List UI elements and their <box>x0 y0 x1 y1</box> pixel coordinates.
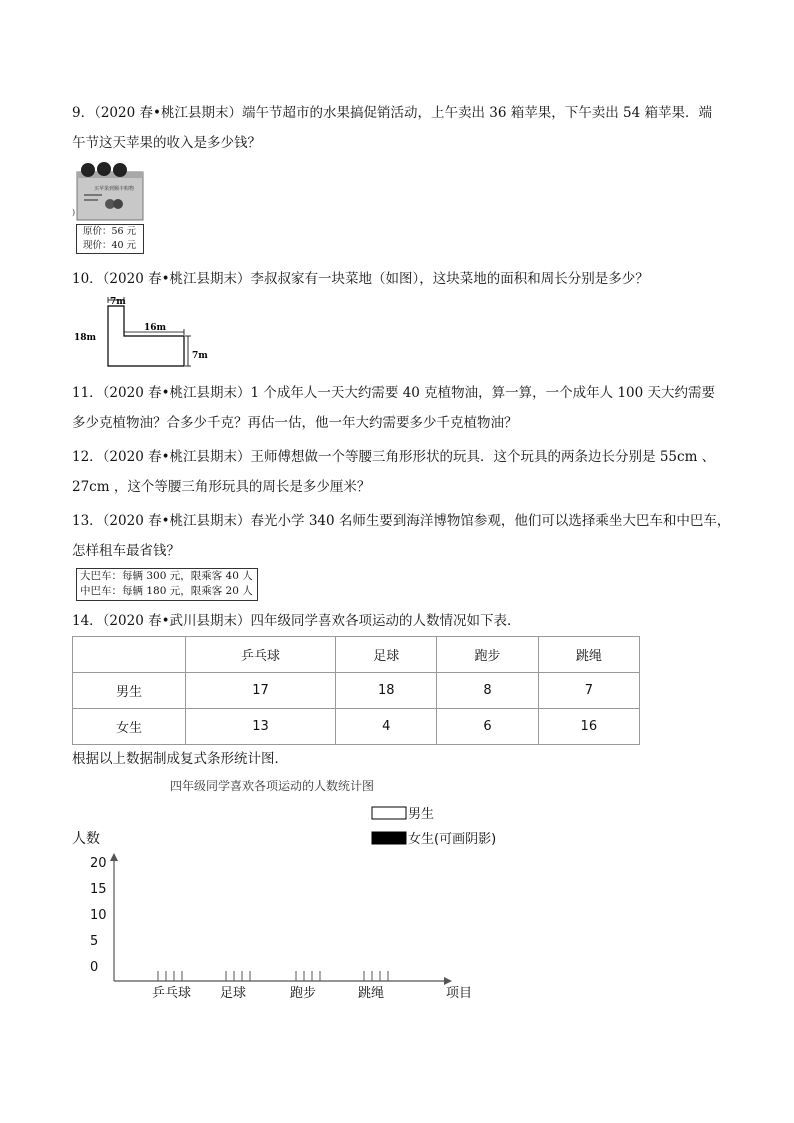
legend-label: 男生 <box>408 807 435 822</box>
bus-mid-price: 中巴车：每辆 180 元，限乘客 20 人 <box>80 585 253 597</box>
q11-text-line2: 多少克植物油？合多少千克？再估一估，他一年大约需要多少千克植物油？ <box>72 415 518 431</box>
x-tick-label: 跳绳 <box>358 986 385 1001</box>
y-tick-label: 5 <box>90 934 99 949</box>
price-box <box>76 224 144 254</box>
q14-instruction: 根据以上数据制成复式条形统计图． <box>72 751 288 767</box>
q11-text-line1: 11．（2020 春•桃江县期末）1 个成年人一天大约需要 40 克植物油，算一算，一个成年人 100 天大约需要 <box>72 385 716 401</box>
legend-swatch <box>372 832 406 844</box>
table-cell: 女生 <box>73 709 186 745</box>
y-tick-label: 15 <box>90 882 107 897</box>
x-tick-label: 足球 <box>220 986 247 1001</box>
y-axis-arrow <box>110 853 118 861</box>
sports-table <box>72 636 640 745</box>
q9-text-line2: 午节这天苹果的收入是多少钱？ <box>72 135 261 151</box>
bar-chart <box>70 775 530 1010</box>
table-cell: 8 <box>437 673 538 709</box>
legend-label: 女生(可画阴影) <box>408 832 497 847</box>
bus-price-box <box>76 568 258 601</box>
x-axis-arrow <box>444 977 452 985</box>
x-tick-label: 乒乓球 <box>152 986 192 1001</box>
table-header-cell: 跑步 <box>437 637 538 673</box>
q14-text-line1: 14．（2020 春•武川县期末）四年级同学喜欢各项运动的人数情况如下表． <box>72 613 521 629</box>
table-row <box>73 673 640 709</box>
legend-swatch <box>372 807 406 819</box>
chart-legend <box>372 806 496 847</box>
vegetable-plot-figure <box>72 292 222 372</box>
table-header-cell: 乒乓球 <box>186 637 336 673</box>
dim-left: 18m <box>74 333 97 343</box>
y-ticks <box>90 856 107 975</box>
table-cell: 16 <box>538 709 639 745</box>
table-cell: 7 <box>538 673 639 709</box>
dim-middle: 16m <box>144 323 167 333</box>
table-header-cell <box>73 637 186 673</box>
bus-big-price: 大巴车：每辆 300 元，限乘客 40 人 <box>80 570 253 582</box>
q10-text-line1: 10．（2020 春•桃江县期末）李叔叔家有一块菜地（如图），这块菜地的面积和周长分别是多少？ <box>72 271 649 287</box>
y-tick-label: 20 <box>90 856 107 871</box>
table-cell: 13 <box>186 709 336 745</box>
apple-box-label: 买苹果到顺丰购物 <box>94 186 135 192</box>
y-tick-label: 10 <box>90 908 107 923</box>
dim-right: 7m <box>192 351 208 361</box>
price-now: 现价：40 元 <box>83 240 137 251</box>
price-original: 原价：56 元 <box>83 226 137 237</box>
table-cell: 17 <box>186 673 336 709</box>
svg-text:): ) <box>72 208 76 217</box>
q13-text-line1: 13．（2020 春•桃江县期末）春光小学 340 名师生要到海洋博物馆参观，他们可以选择乘坐大巴车和中巴车， <box>72 513 731 529</box>
q12-text-line2: 27cm ，这个等腰三角形玩具的周长是多少厘米？ <box>72 479 371 495</box>
table-header-cell: 足球 <box>336 637 437 673</box>
table-row <box>73 709 640 745</box>
table-header-row <box>73 637 640 673</box>
y-tick-label: 0 <box>90 960 99 975</box>
q12-text-line1: 12．（2020 春•桃江县期末）王师傅想做一个等腰三角形形状的玩具．这个玩具的两条边长分别是 55cm 、 <box>72 449 716 465</box>
table-cell: 4 <box>336 709 437 745</box>
x-ticks <box>152 971 388 1001</box>
table-cell: 18 <box>336 673 437 709</box>
y-axis-label: 人数 <box>72 831 100 847</box>
dim-top: 7m <box>110 297 126 307</box>
q13-text-line2: 怎样租车最省钱？ <box>72 543 180 559</box>
q9-text-line1: 9．（2020 春•桃江县期末）端午节超市的水果搞促销活动，上午卖出 36 箱苹果，下午卖出 54 箱苹果．端 <box>72 105 712 121</box>
x-tick-label: 跑步 <box>290 986 317 1001</box>
table-cell: 6 <box>437 709 538 745</box>
chart-title: 四年级同学喜欢各项运动的人数统计图 <box>170 779 375 793</box>
table-header-cell: 跳绳 <box>538 637 639 673</box>
x-axis-label: 项目 <box>446 986 473 1001</box>
table-cell: 男生 <box>73 673 186 709</box>
